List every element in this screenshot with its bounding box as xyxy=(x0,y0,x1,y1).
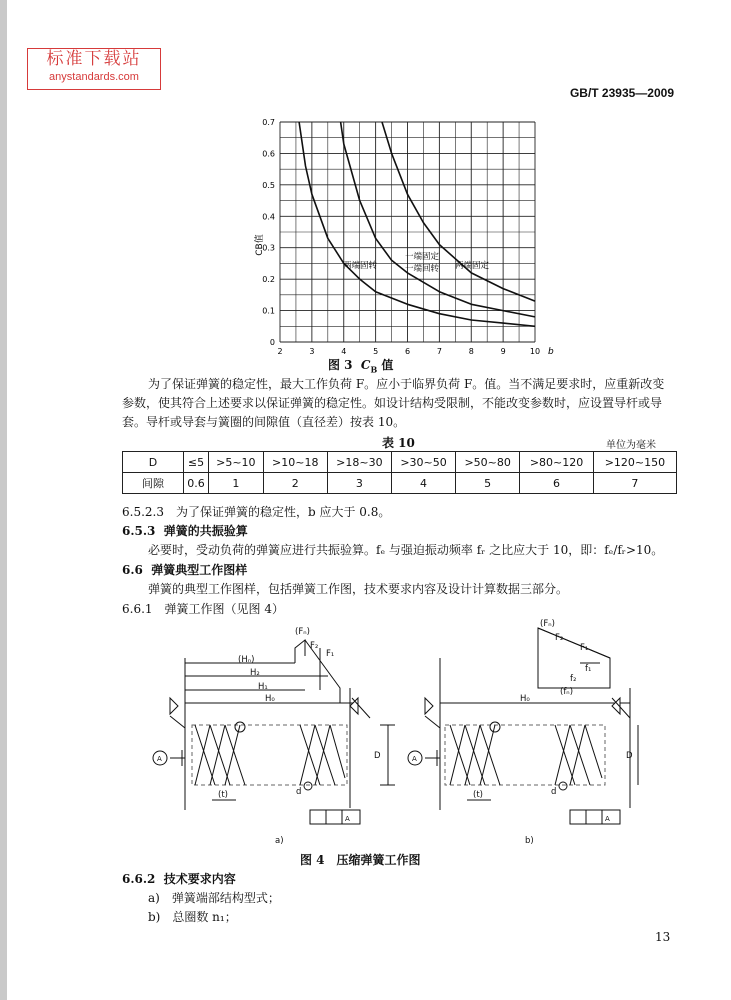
fig4-sub-a: a) xyxy=(275,836,284,846)
table-cell: >50~80 xyxy=(456,452,520,473)
table-cell: >120~150 xyxy=(593,452,676,473)
table10-title: 表 10 xyxy=(382,436,415,450)
table-cell: 1 xyxy=(209,473,264,494)
spring-drawing-b xyxy=(408,628,638,824)
x-tick-label: 6 xyxy=(404,347,411,356)
x-tick-label: 7 xyxy=(436,347,442,356)
heading-6-6-title: 弹簧典型工作图样 xyxy=(151,563,248,577)
label-f2: F₂ xyxy=(310,641,319,651)
heading-6-6-num: 6.6 xyxy=(122,563,143,577)
figure4-caption: 图 4 压缩弹簧工作图 xyxy=(300,853,421,867)
heading-6-6-2 xyxy=(122,870,236,889)
site-stamp xyxy=(27,48,161,90)
chart-xlabel: b xyxy=(548,347,554,357)
label-fn-b: (Fₙ) xyxy=(540,619,555,629)
label-d-b: D xyxy=(626,751,633,761)
y-tick-label: 0.1 xyxy=(262,306,275,316)
table-cell: 4 xyxy=(391,473,455,494)
list-item-a: a) 弹簧端部结构型式； xyxy=(148,891,280,905)
label-h0-b: H₀ xyxy=(520,694,530,704)
stamp-title: 标准下载站 xyxy=(46,49,142,69)
heading-6-6-2-title: 技术要求内容 xyxy=(163,872,236,886)
label-d: D xyxy=(374,751,381,761)
label-f2-dim: f₂ xyxy=(570,674,577,684)
annot-one-pivot: 一端回转 xyxy=(405,264,440,274)
table-cell: 5 xyxy=(456,473,520,494)
label-f1-b: F₁ xyxy=(580,643,589,653)
para1-line1: 为了保证弹簧的稳定性，最大工作负荷 F。应小于临界负荷 F。值。当不满足要求时，应重新改变 xyxy=(148,377,665,391)
y-tick-label: 0.6 xyxy=(262,149,275,159)
table10 xyxy=(122,451,677,494)
label-pitch-b: (t) xyxy=(473,790,483,800)
table-cell: 2 xyxy=(263,473,327,494)
heading-6-5-3-num: 6.5.3 xyxy=(122,524,156,538)
x-tick-label: 4 xyxy=(341,347,347,356)
y-tick-label: 0 xyxy=(269,338,275,347)
figure4-drawing xyxy=(140,618,660,850)
table-cell: ≤5 xyxy=(184,452,209,473)
para-resonance: 必要时，受动负荷的弹簧应进行共振验算。fₑ 与强迫振动频率 fᵣ 之比应大于 10，即：fₑ/fᵣ>10。 xyxy=(148,543,664,557)
chart-curves xyxy=(299,122,535,326)
table-cell: >18~30 xyxy=(327,452,391,473)
x-tick-label: 5 xyxy=(373,347,379,356)
x-tick-label: 9 xyxy=(500,347,506,356)
label-wire-d-b: d xyxy=(551,787,557,797)
stamp-url: anystandards.com xyxy=(49,71,139,83)
standard-code: GB/T 23935—2009 xyxy=(569,86,674,100)
fig3-caption-suffix: 值 xyxy=(381,358,394,372)
annot-one-fixed: 一端固定 xyxy=(405,252,440,262)
heading-6-6 xyxy=(122,561,247,580)
table10-unit: 单位为毫米 xyxy=(606,440,656,451)
spring-drawing-a xyxy=(153,640,395,824)
page-number: 13 xyxy=(655,930,671,944)
figure3-caption xyxy=(328,356,393,374)
table-cell: 6 xyxy=(520,473,594,494)
table-cell: D xyxy=(123,452,184,473)
datum-a-label: A xyxy=(157,755,162,763)
clause-6-5-2-3: 6.5.2.3 为了保证弹簧的稳定性，b 应大于 0.8。 xyxy=(122,505,391,519)
label-h0: H₀ xyxy=(265,694,275,704)
annot-both-pivot: 两端固转 xyxy=(343,261,378,271)
annot-both-fixed: 两端固定 xyxy=(455,261,490,271)
para1-line2: 参数，使其符合上述要求以保证弹簧的稳定性。如设计结构受限制，不能改变参数时，应设置导杆或导 xyxy=(122,396,663,410)
label-f1: F₁ xyxy=(326,649,335,659)
table-cell: 7 xyxy=(593,473,676,494)
series-line-1 xyxy=(299,122,535,326)
fig3-caption-prefix: 图 3 xyxy=(328,358,353,372)
x-tick-label: 8 xyxy=(468,347,474,356)
x-tick-label: 10 xyxy=(529,347,541,356)
label-h2: H₂ xyxy=(250,668,260,678)
label-hn: (Hₙ) xyxy=(238,655,255,665)
label-pitch: (t) xyxy=(218,790,228,800)
label-h1: H₁ xyxy=(258,682,268,692)
table-cell: >10~18 xyxy=(263,452,327,473)
para-stability xyxy=(122,375,682,432)
heading-6-5-3-title: 弹簧的共振验算 xyxy=(163,524,248,538)
label-f1-dim: f₁ xyxy=(585,664,592,674)
table-cell: >30~50 xyxy=(391,452,455,473)
datum-a-label-b: A xyxy=(412,755,417,763)
table-cell: >80~120 xyxy=(520,452,594,473)
heading-6-6-2-num: 6.6.2 xyxy=(122,872,156,886)
y-tick-label: 0.7 xyxy=(262,118,275,127)
list-item-b: b) 总圈数 n₁； xyxy=(148,910,237,924)
heading-6-5-3 xyxy=(122,522,248,541)
y-tick-label: 0.4 xyxy=(262,212,275,222)
chart-ylabel: CB值 xyxy=(255,234,265,256)
label-wire-d: d xyxy=(296,787,302,797)
datum-a-ref-b: A xyxy=(605,815,610,823)
table-cell: 3 xyxy=(327,473,391,494)
series-line-3 xyxy=(382,122,535,301)
fig3-caption-sub: B xyxy=(370,364,378,375)
y-tick-label: 0.3 xyxy=(262,243,275,253)
table-cell: 间隙 xyxy=(123,473,184,494)
table-cell: >5~10 xyxy=(209,452,264,473)
para-drawings: 弹簧的典型工作图样，包括弹簧工作图，技术要求内容及设计计算数据三部分。 xyxy=(148,582,569,596)
clause-6-6-1: 6.6.1 弹簧工作图（见图 4） xyxy=(122,602,284,616)
fig3-caption-symbol: C xyxy=(360,358,371,372)
table-row-gap xyxy=(123,473,677,494)
y-tick-label: 0.2 xyxy=(262,275,275,285)
para1-line3: 套。导杆或导套与簧圈的间隙值（直径差）按表 10。 xyxy=(122,415,406,429)
cb-chart xyxy=(250,110,554,366)
table-cell: 0.6 xyxy=(184,473,209,494)
y-tick-label: 0.5 xyxy=(262,180,275,190)
fig4-sub-b: b) xyxy=(525,836,534,846)
label-fn: (Fₙ) xyxy=(295,627,310,637)
label-fn-dim: (fₙ) xyxy=(560,687,574,697)
table-row-d xyxy=(123,452,677,473)
x-tick-label: 2 xyxy=(277,347,283,356)
scan-edge xyxy=(0,0,7,1000)
label-f2-b: F₂ xyxy=(555,633,564,643)
x-tick-label: 3 xyxy=(309,347,315,356)
datum-a-ref: A xyxy=(345,815,350,823)
